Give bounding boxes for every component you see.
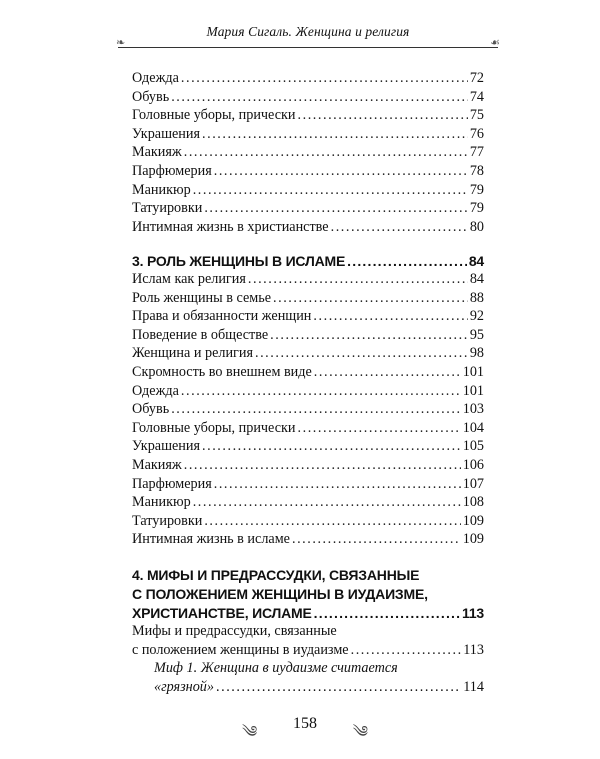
toc-entry: Одежда . . . 72: [132, 70, 484, 89]
toc-entry: Ислам как религия . . . 84: [132, 271, 484, 290]
running-header-title: Мария Сигаль. Женщина и религия: [206, 24, 410, 39]
toc-entry: Головные уборы, прически . . . 75: [132, 107, 484, 126]
right-swirl-icon: ༄: [352, 722, 368, 741]
running-header: [118, 22, 498, 52]
section-4-title-line-1: 4. МИФЫ И ПРЕДРАССУДКИ, СВЯЗАННЫЕ: [132, 567, 420, 583]
header-rule: [118, 47, 498, 48]
toc-entry: Татуировки . . . 79: [132, 200, 484, 219]
left-flourish-icon: ❧: [116, 36, 126, 49]
section-3-title: 3. РОЛЬ ЖЕНЩИНЫ В ИСЛАМЕ: [132, 253, 346, 269]
toc-entry: Скромность во внешнем виде . . . 101: [132, 364, 484, 383]
toc-entry: Украшения . . . 105: [132, 438, 484, 457]
toc-entry: Обувь . . . 74: [132, 89, 484, 108]
toc-section-4: [132, 566, 484, 697]
toc-section-3: [132, 252, 484, 550]
toc-entry: Одежда . . . 101: [132, 383, 484, 402]
section-4-page: 113: [462, 605, 484, 621]
toc-entry: Маникюр . . . 108: [132, 494, 484, 513]
page-number: 158: [293, 715, 317, 732]
section-4-title-line-3: ХРИСТИАНСТВЕ, ИСЛАМЕ: [132, 605, 312, 621]
toc-entry: Макияж . . . 106: [132, 457, 484, 476]
section-4-heading-last: [132, 604, 484, 623]
toc-entry: Права и обязанности женщин . . . 92: [132, 308, 484, 327]
toc-entry: с положением женщины в иудаизме . . . 113: [132, 642, 484, 661]
toc-entry: Татуировки . . . 109: [132, 513, 484, 532]
toc-entry: Парфюмерия . . . 107: [132, 476, 484, 495]
toc-entry: Макияж . . . 77: [132, 144, 484, 163]
toc-entry: Украшения . . . 76: [132, 126, 484, 145]
toc-entry: Интимная жизнь в исламе . . . 109: [132, 531, 484, 550]
toc-entry-line: Мифы и предрассудки, связанные: [132, 623, 337, 639]
toc-entry: Женщина и религия . . . 98: [132, 345, 484, 364]
toc-entry: Головные уборы, прически . . . 104: [132, 420, 484, 439]
toc-entry: Поведение в обществе . . . 95: [132, 327, 484, 346]
toc-entry: Интимная жизнь в христианстве . . . 80: [132, 219, 484, 238]
toc-subentry: «грязной» . . . 114: [132, 679, 484, 698]
section-3-page: 84: [468, 253, 484, 269]
toc-entry: Парфюмерия . . . 78: [132, 163, 484, 182]
section-4-title-line-2: С ПОЛОЖЕНИЕМ ЖЕНЩИНЫ В ИУДАИЗМЕ,: [132, 586, 428, 602]
toc-entry: Маникюр . . . 79: [132, 182, 484, 201]
toc-entry: Роль женщины в семье . . . 88: [132, 290, 484, 309]
toc-block-top: [132, 70, 484, 237]
left-swirl-icon: ༄: [242, 722, 258, 741]
section-3-heading: [132, 252, 484, 271]
toc-entry: Обувь . . . 103: [132, 401, 484, 420]
toc-subentry-line: Миф 1. Женщина в иудаизме считается: [154, 660, 398, 677]
right-flourish-icon: ☙: [490, 36, 500, 49]
page-footer: [220, 712, 390, 741]
